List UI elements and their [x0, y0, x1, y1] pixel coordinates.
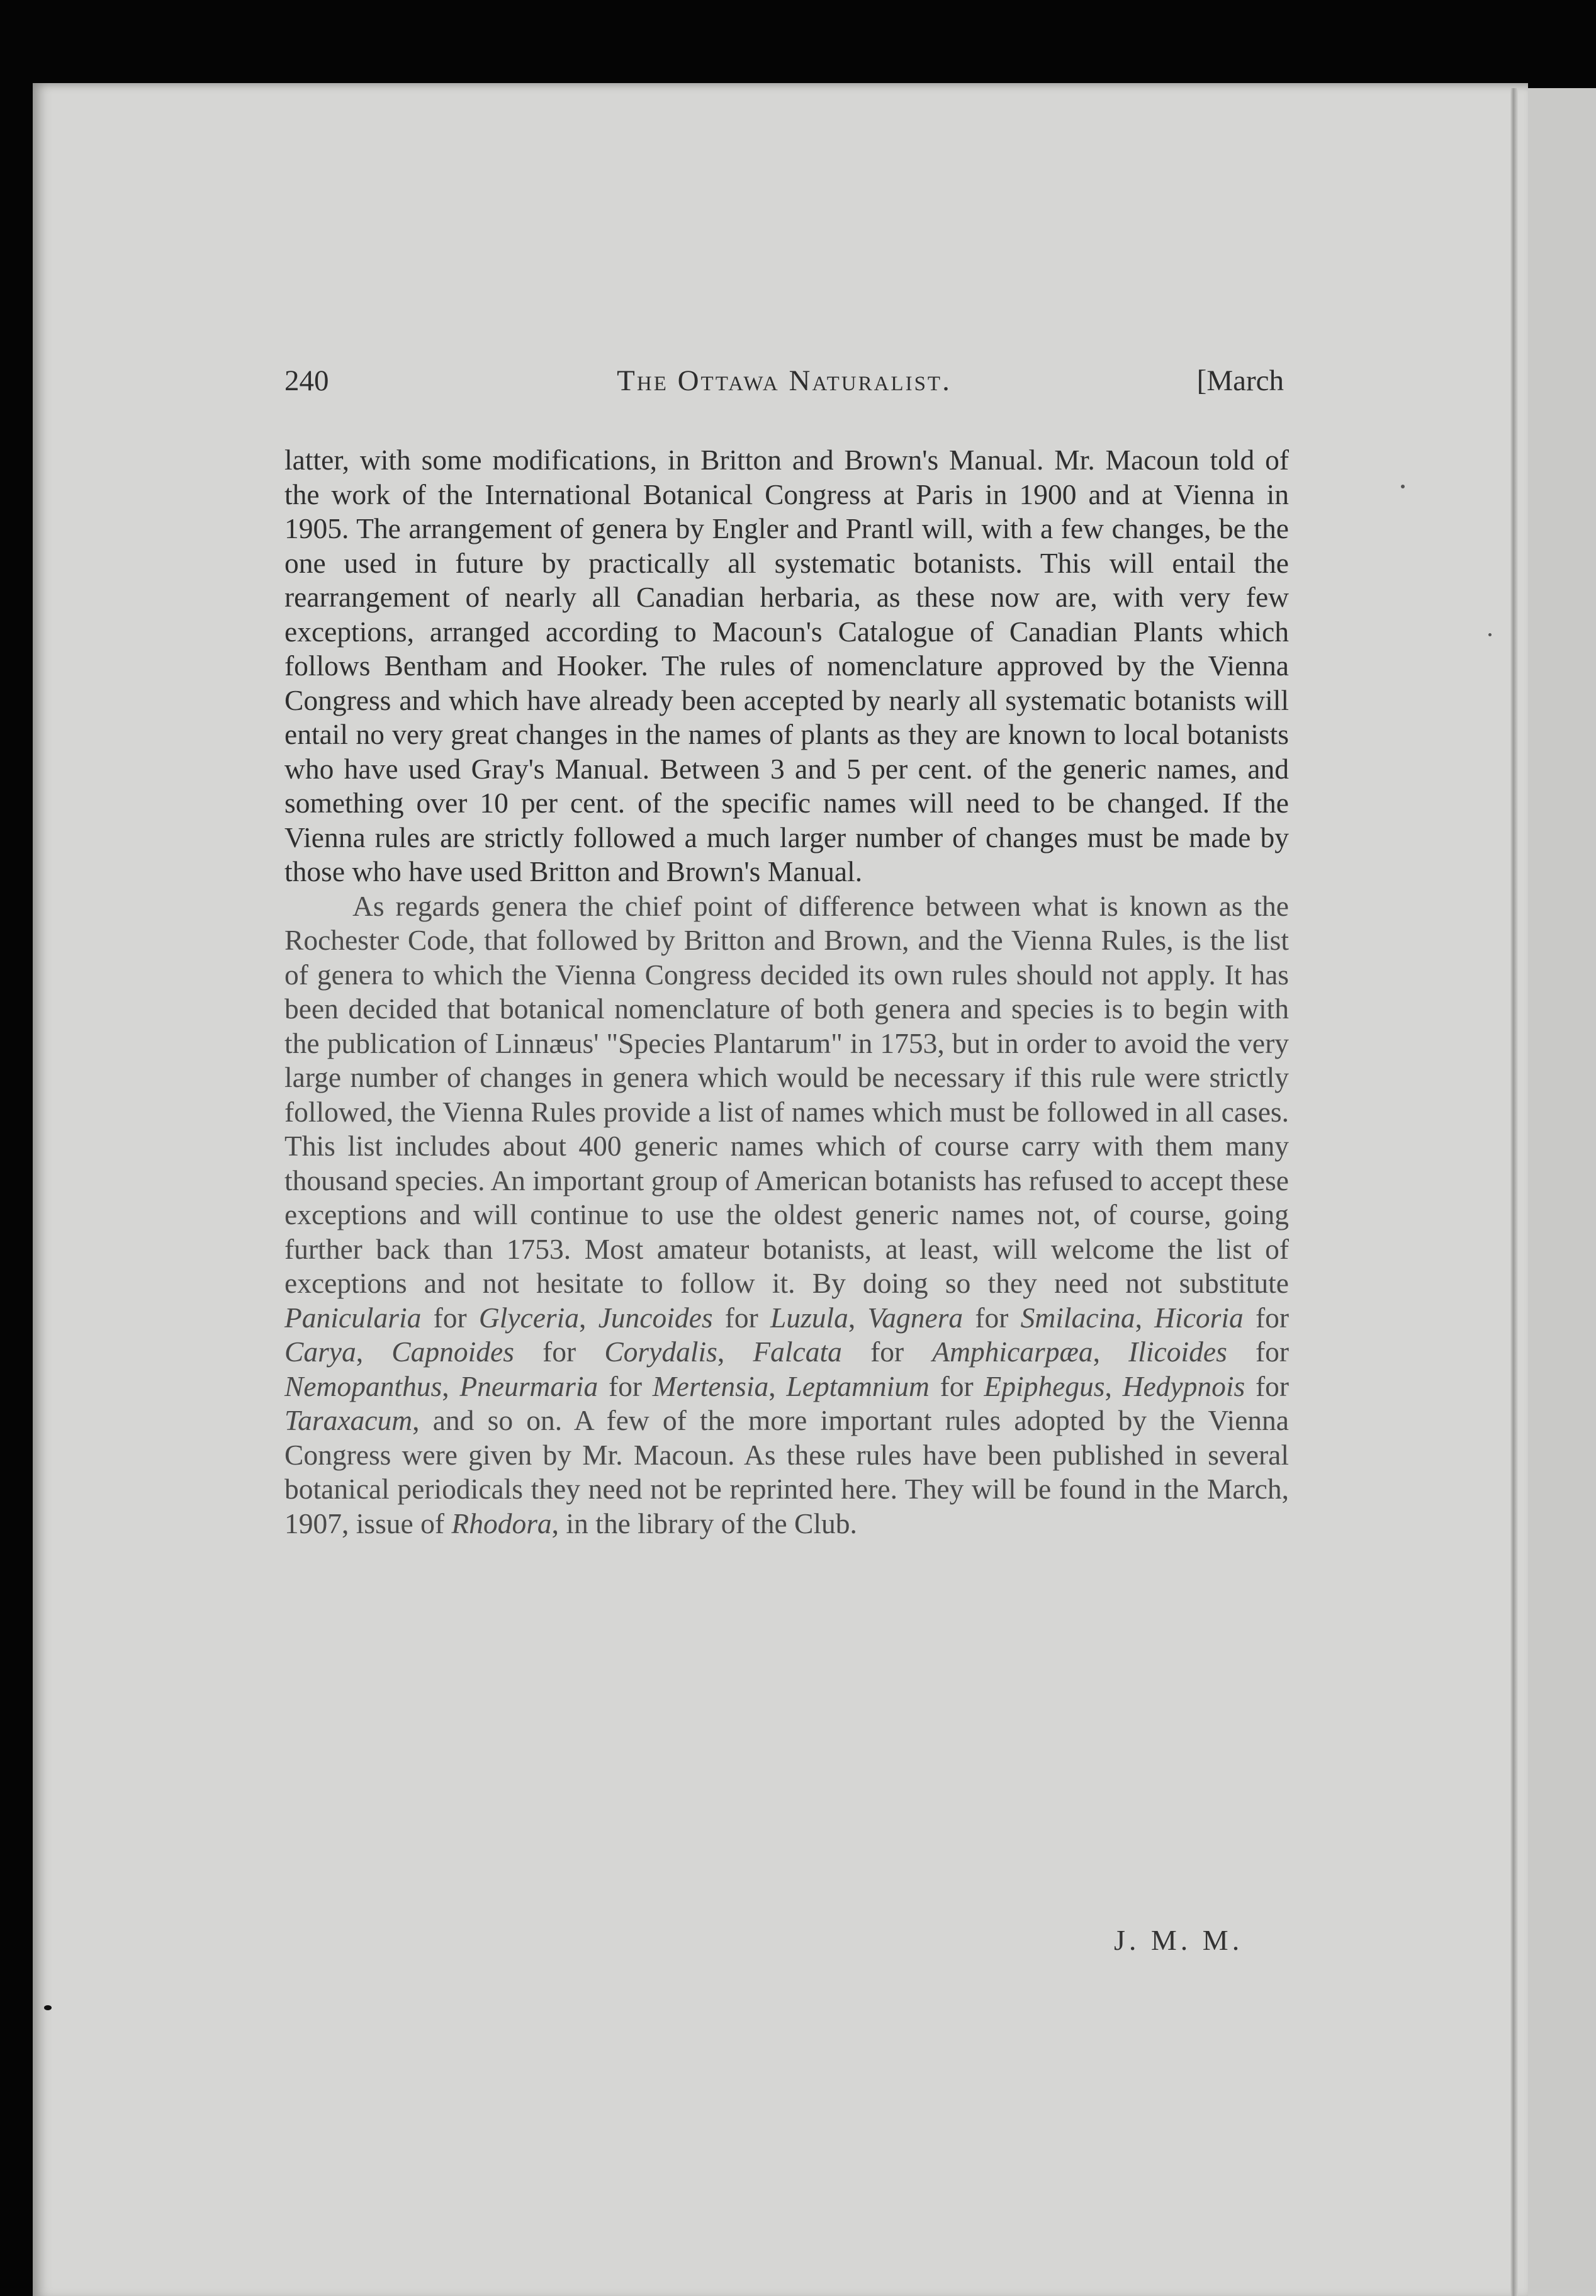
original-genus-name: Taraxacum — [284, 1404, 413, 1436]
issue-month: [March — [1196, 364, 1284, 397]
for-word: for — [712, 1301, 771, 1334]
original-genus-name: Glyceria — [478, 1301, 580, 1334]
article-body — [284, 443, 1289, 1541]
separator: , — [412, 1404, 433, 1436]
substitute-genus-name: Hicoria — [1154, 1301, 1244, 1334]
original-genus-name: Corydalis — [604, 1336, 717, 1368]
separator: , — [356, 1336, 392, 1368]
original-genus-name: Amphicarpæa — [932, 1336, 1093, 1368]
dust-speck — [44, 2005, 52, 2010]
original-genus-name: Luzula — [770, 1301, 848, 1334]
paragraph-1-text: latter, with some modifications, in Britton and Brown's Manual. Mr. Macoun told of the work of the International Botanical Congress at Paris in 1900 and at Vienna in 1905. The arrangement of genera by Engler and Prantl will, with a few changes, be the one used in future by practically all systematic botanists. This will entail the rearrangement of nearly all Canadian herbaria, as these now are, with very few exceptions, arranged according to Macoun's Catalogue of Canadian Plants which follows Bentham and Hooker. The rules of nomenclature approved by the Vienna Congress and which have already been accepted by nearly all systematic botanists will entail no very great changes in the names of plants as they are known to local botanists who have used Gray's Manual. Between 3 and 5 per cent. of the generic names, and something over 10 per cent. of the specific names will need to be changed. If the Vienna rules are strictly followed a much larger number of changes must be made by those who have used Britton and Brown's Manual. — [284, 444, 1289, 887]
dust-speck — [1401, 485, 1405, 488]
for-word: for — [841, 1336, 933, 1368]
page-number: 240 — [284, 364, 329, 397]
for-word: for — [1227, 1336, 1290, 1368]
separator: , — [1135, 1301, 1155, 1334]
for-word: for — [598, 1370, 653, 1402]
separator: , — [442, 1370, 460, 1402]
paragraph-2 — [284, 889, 1289, 1541]
running-header — [284, 364, 1284, 409]
separator: , — [1093, 1336, 1129, 1368]
journal-reference: Rhodora — [451, 1507, 552, 1539]
paragraph-2-text: As regards genera the chief point of difference between what is known as the Rochester Code, that followed by Britton and Brown, and the Vienna Rules, is the list of genera to which the Vienna Congress decided its own rules should not apply. It has been decided that botanical nomenclature of both genera and species is to begin with the publication of Linnæus' "Species Plantarum" in 1753, but in order to avoid the very large number of changes in genera which would be necessary if this rule were strictly followed, the Vienna Rules provide a list of names which must be followed in all cases. This list includes about 400 generic names which of course carry with them many thousand species. An important group of American botanists has refused to accept these exceptions and will continue to use the oldest generic names not, of course, going further back than 1753. Most amateur botanists, at least, will welcome the list of exceptions and not hesitate to follow it. By doing so they need not substitute — [284, 889, 1289, 1299]
for-word: for — [963, 1301, 1021, 1334]
original-genus-name: Mertensia — [652, 1370, 769, 1402]
substitute-genus-name: Pneurmaria — [459, 1370, 598, 1402]
page-edge — [1510, 88, 1518, 2296]
substitute-genus-name: Vagnera — [867, 1301, 964, 1334]
journal-title: The Ottawa Naturalist. — [617, 364, 952, 397]
original-genus-name: Carya — [284, 1336, 356, 1368]
paragraph-2-text-continued: and so on. A few of the more important rules adopted by the Vienna Congress were given by Mr. Macoun. As these rules have been published in several botanical periodicals they need not be reprinted here. They will be found in the March, 1907, issue of — [284, 1404, 1290, 1539]
for-word: for — [514, 1336, 605, 1368]
substitute-genus-name: Hedypnois — [1122, 1370, 1245, 1402]
separator: , — [579, 1301, 598, 1334]
back-page — [1528, 88, 1596, 2296]
separator: , — [848, 1301, 868, 1334]
original-genus-name: Smilacina — [1020, 1301, 1135, 1334]
paragraph-1 — [284, 443, 1289, 889]
original-genus-name: Nemopanthus — [284, 1370, 442, 1402]
substitute-genus-name: Falcata — [753, 1336, 842, 1368]
for-word: for — [1243, 1301, 1289, 1334]
separator: , — [768, 1370, 787, 1402]
paragraph-2-text-end: , in the library of the Club. — [551, 1507, 857, 1539]
substitute-genus-name: Panicularia — [284, 1301, 422, 1334]
dust-speck — [1488, 633, 1492, 636]
author-initials: J. M. M. — [1114, 1924, 1244, 1956]
for-word: for — [1245, 1370, 1290, 1402]
substitute-genus-name: Capnoides — [391, 1336, 514, 1368]
original-genus-name: Epiphegus — [984, 1370, 1105, 1402]
substitute-genus-name: Juncoides — [598, 1301, 713, 1334]
separator: , — [1104, 1370, 1123, 1402]
for-word: for — [421, 1301, 479, 1334]
substitute-genus-name: Ilicoides — [1128, 1336, 1227, 1368]
separator: , — [717, 1336, 753, 1368]
substitute-genus-name: Leptamnium — [786, 1370, 930, 1402]
for-word: for — [929, 1370, 984, 1402]
